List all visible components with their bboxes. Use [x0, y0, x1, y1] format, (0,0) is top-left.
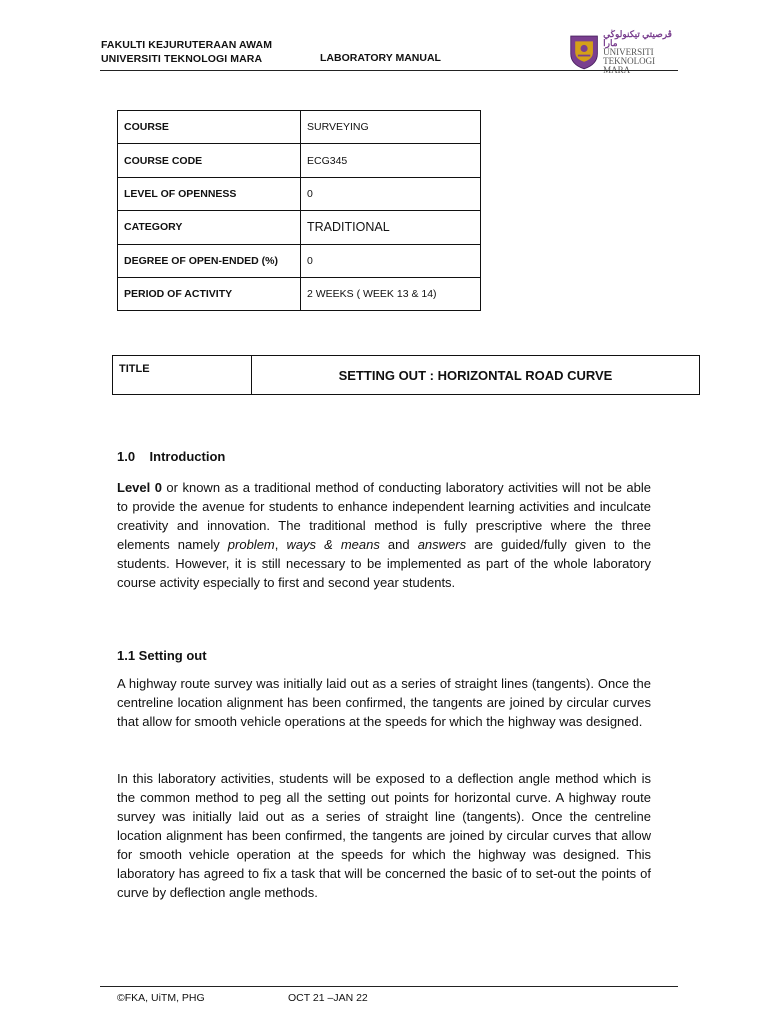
setting-paragraph-1: A highway route survey was initially laid out as a series of straight lines (tangents). Once the centreline location alignment has been confirmed, the tangents are joined by circular curves that allow for smooth vehicle operations at the speeds for which the highway was designed. — [117, 676, 651, 729]
row-value: 0 — [301, 244, 481, 277]
intro-heading: 1.0 Introduction — [117, 449, 226, 464]
logo-wordmark — [603, 30, 679, 75]
row-key: CATEGORY — [118, 211, 301, 244]
uitm-logo — [569, 30, 679, 74]
table-row — [118, 177, 481, 210]
logo-line-1: UNIVERSITI — [603, 46, 654, 57]
logo-line-2: TEKNOLOGI — [603, 55, 656, 66]
table-row — [118, 277, 481, 310]
table-row — [118, 244, 481, 277]
intro-paragraph: Level 0 or known as a traditional method of conducting laboratory activities will not be able to provide the avenue for students to enhance independent learning activities and inculcate creativity and innovation. The traditional method is fully prescriptive where the three elements namely problem, ways & means and answers are guided/fully given to the students. However, it is still necessary to be implemented as part of the whole laboratory course activity especially to first and second year students. — [117, 480, 651, 590]
row-value: 0 — [301, 177, 481, 210]
row-key: COURSE CODE — [118, 144, 301, 177]
row-key: PERIOD OF ACTIVITY — [118, 277, 301, 310]
header-rule — [100, 70, 678, 71]
footer-rule — [100, 986, 678, 987]
title-table — [112, 355, 700, 395]
table-row — [118, 111, 481, 144]
table-row — [113, 356, 700, 395]
row-value: TRADITIONAL — [301, 211, 481, 244]
manual-label: LABORATORY MANUAL — [320, 52, 441, 64]
title-key: TITLE — [113, 356, 252, 395]
row-key: COURSE — [118, 111, 301, 144]
course-info-table — [117, 110, 481, 311]
university-name: UNIVERSITI TEKNOLOGI MARA — [101, 53, 263, 65]
intro-bold: Level 0 — [117, 480, 162, 495]
faculty-name: FAKULTI KEJURUTERAAN AWAM — [101, 39, 273, 51]
row-key: LEVEL OF OPENNESS — [118, 177, 301, 210]
crest-icon — [569, 32, 599, 72]
header-institution — [101, 38, 272, 66]
row-key: DEGREE OF OPEN-ENDED (%) — [118, 244, 301, 277]
row-value: ECG345 — [301, 144, 481, 177]
footer-copyright: ©FKA, UiTM, PHG — [117, 992, 205, 1004]
setting-paragraph-2: In this laboratory activities, students will be exposed to a deflection angle method which is the common method to peg all the setting out points for horizontal curve. A highway route survey was initially laid out as a series of straight line (tangents). Once the centreline location alignment has been confirmed, the tangents are joined by circular curves that allow for smooth vehicle operation at the speeds for which the highway was designed. This laboratory has agreed to fix a task that will be concerned the basic of to set-out the points of curve by deflection angle methods. — [117, 771, 651, 900]
row-value: SURVEYING — [301, 111, 481, 144]
footer-session: OCT 21 –JAN 22 — [288, 992, 368, 1004]
logo-arabic-text: ڤرصيتي تيكنولوڬي مارا — [603, 28, 672, 48]
table-row — [118, 211, 481, 244]
setting-heading: 1.1 Setting out — [117, 648, 207, 663]
document-title: SETTING OUT : HORIZONTAL ROAD CURVE — [252, 356, 700, 395]
row-value: 2 WEEKS ( WEEK 13 & 14) — [301, 277, 481, 310]
table-row — [118, 144, 481, 177]
